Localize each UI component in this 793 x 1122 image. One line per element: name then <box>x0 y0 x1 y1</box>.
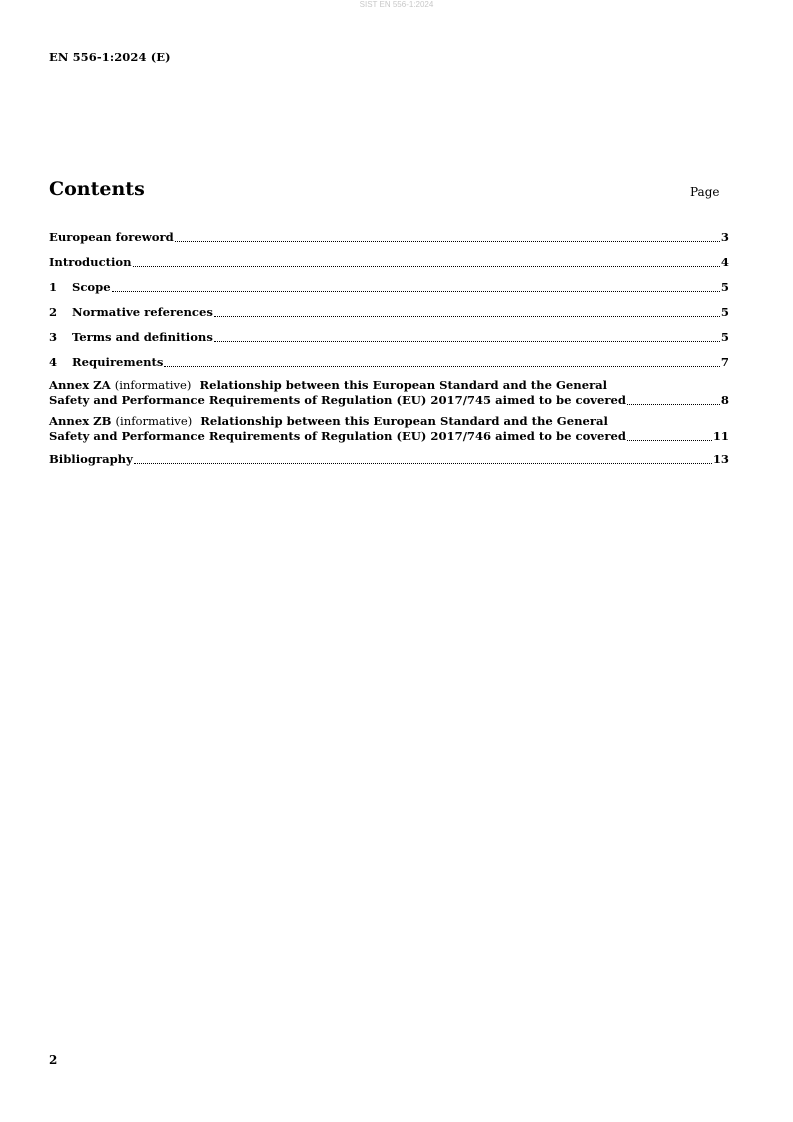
toc-entry-page: 3 <box>720 230 729 244</box>
annex-type: (informative) <box>114 378 192 392</box>
toc-entry-page: 8 <box>720 393 729 407</box>
dot-leader <box>214 310 720 317</box>
toc-entry-number: 3 <box>49 330 58 344</box>
toc-entry-title: Normative references <box>72 305 213 319</box>
page-column-label: Page <box>690 185 720 199</box>
toc-entry-number: 1 <box>49 280 58 294</box>
dot-leader <box>175 235 720 242</box>
toc-entry-page: 4 <box>720 255 729 269</box>
toc-entry-european-foreword[interactable] <box>49 228 729 245</box>
toc-entry-normative-references[interactable] <box>49 303 729 320</box>
annex-title-line1: Relationship between this European Standard and the General <box>200 414 608 428</box>
annex-title-line1: Relationship between this European Standard and the General <box>199 378 608 392</box>
toc-entry-title: Bibliography <box>49 452 133 466</box>
dot-leader <box>627 434 712 441</box>
dot-leader <box>214 335 720 342</box>
dot-leader <box>164 360 720 367</box>
toc-entry-page: 7 <box>720 355 729 369</box>
toc-entry-scope[interactable] <box>49 278 729 295</box>
contents-heading: Contents <box>49 178 145 200</box>
annex-heading-line <box>49 378 729 393</box>
toc-entry-title: Introduction <box>49 255 132 269</box>
toc-entry-terms-and-definitions[interactable] <box>49 328 729 345</box>
toc-entry-page: 5 <box>720 305 729 319</box>
toc-entry-annex-za[interactable] <box>49 378 729 408</box>
toc-entry-number: 2 <box>49 305 58 319</box>
toc-entry-page: 5 <box>720 280 729 294</box>
toc-entry-page: 11 <box>712 429 729 443</box>
toc-entry-title: Requirements <box>72 355 164 369</box>
toc-entry-page: 5 <box>720 330 729 344</box>
annex-type: (informative) <box>115 414 193 428</box>
annex-title-line <box>49 429 729 444</box>
annex-label: Annex ZA <box>49 378 111 392</box>
table-of-contents <box>49 228 729 475</box>
toc-entry-number: 4 <box>49 355 58 369</box>
page-number: 2 <box>49 1053 58 1067</box>
annex-title-line2: Safety and Performance Requirements of Regulation (EU) 2017/746 aimed to be covered <box>49 429 627 443</box>
dot-leader <box>627 398 720 405</box>
toc-entry-bibliography[interactable] <box>49 450 729 467</box>
toc-entry-introduction[interactable] <box>49 253 729 270</box>
toc-entry-requirements[interactable] <box>49 353 729 370</box>
document-id: EN 556-1:2024 (E) <box>49 50 171 64</box>
toc-entry-title: Terms and definitions <box>72 330 213 344</box>
annex-title-line2: Safety and Performance Requirements of Regulation (EU) 2017/745 aimed to be covered <box>49 393 627 407</box>
toc-entry-page: 13 <box>712 452 729 466</box>
dot-leader <box>134 457 712 464</box>
dot-leader <box>133 260 720 267</box>
annex-label: Annex ZB <box>49 414 112 428</box>
toc-entry-annex-zb[interactable] <box>49 414 729 444</box>
watermark: SIST EN 556-1:2024 <box>359 0 434 9</box>
toc-entry-title: European foreword <box>49 230 174 244</box>
toc-entry-title: Scope <box>72 280 111 294</box>
annex-title-line <box>49 393 729 408</box>
dot-leader <box>112 285 720 292</box>
annex-heading-line <box>49 414 729 429</box>
